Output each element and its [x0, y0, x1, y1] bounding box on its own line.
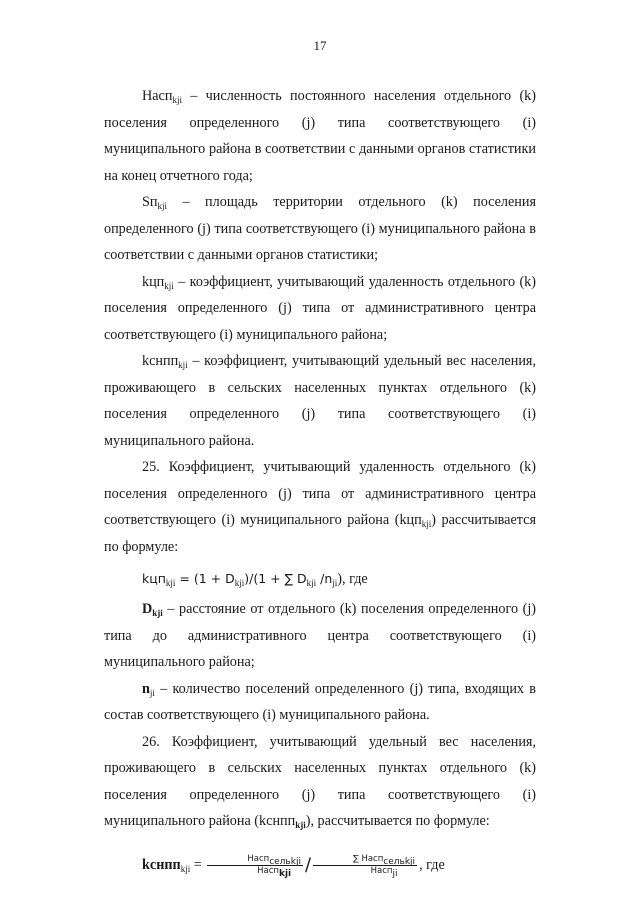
paragraph-item-26 [104, 729, 536, 835]
formula-part: )/(1 + ∑ D [244, 571, 307, 586]
denominator-text: Насп [257, 865, 279, 876]
term-subscript: kji [164, 280, 174, 291]
term-subscript: kji [152, 608, 163, 618]
fraction-rural-share [207, 854, 303, 877]
formula-tail: , где [419, 856, 445, 873]
paragraph-sp-definition [104, 189, 536, 269]
formula-subscript: kji [234, 578, 245, 588]
fraction-average-share [313, 854, 417, 877]
definition-text: – коэффициент, учитывающий удельный вес населения, проживающего в сельских населенных пунктах отдельного (k) поселения определенного (j) типа соответствующего (i) муниципального района. [104, 353, 536, 449]
definition-text: – количество поселений определенного (j) типа, входящих в состав соответствующего (i) муниципального района. [104, 680, 536, 723]
term-ksnpp: kснпп [142, 353, 179, 369]
term-kcp: kцп [142, 273, 165, 290]
term-n: n [142, 680, 150, 697]
formula-subscript: ji [332, 578, 338, 588]
formula-slash: / [304, 854, 312, 876]
term-d: D [142, 601, 153, 617]
definition-text: – расстояние от отдельного (k) поселения определенного (j) типа до административного центра соответствующего (i) муниципального района; [104, 601, 536, 670]
numerator-text: Насп [247, 853, 270, 864]
paragraph-ksnpp-definition [104, 348, 536, 454]
page-number: 17 [313, 38, 327, 53]
formula-part: /n [316, 571, 333, 586]
fraction-numerator [207, 854, 303, 866]
fraction-denominator [313, 866, 417, 877]
term-kcp: kцп [399, 512, 422, 528]
term-nasp: Насп [142, 88, 173, 104]
fraction-numerator [313, 854, 417, 866]
formula-part: ), где [337, 571, 368, 587]
term-subscript: kji [157, 201, 167, 211]
term-sp: Sп [142, 194, 158, 210]
term-subscript: kji [421, 519, 432, 529]
formula-lhs: kцп [142, 571, 166, 586]
formula-part: = (1 + D [175, 571, 235, 586]
document-body [104, 83, 536, 885]
numerator-subscript: сельkji [269, 856, 301, 867]
term-subscript: kji [178, 360, 188, 370]
formula-kcp [104, 564, 536, 594]
formula-lhs: kснпп [142, 856, 181, 873]
formula-ksnpp [104, 845, 536, 886]
paragraph-text: 25. Коэффициент, учитывающий удаленность отдельного (k) поселения определенного (j) типа от административного центра соответствующего (i) муниципального района ( [104, 459, 536, 528]
numerator-subscript: сельkji [383, 856, 416, 867]
paragraph-item-25 [104, 454, 536, 560]
paragraph-text: 26. Коэффициент, учитывающий удельный вес населения, проживающего в сельских населенных пунктах отдельного (k) поселения определенного (j) типа соответствующего (i) муниципального района ( [104, 733, 536, 829]
paragraph-nasp-definition [104, 83, 536, 189]
definition-text: – коэффициент, учитывающий удаленность отдельного (k) поселения определенного (j) типа от административного центра соответствующего (i) муниципального района; [104, 273, 536, 343]
paragraph-n-definition [104, 676, 536, 729]
paragraph-text: ), рассчитывается по формуле: [305, 813, 490, 829]
term-subscript: kji [295, 820, 306, 830]
definition-text: – площадь территории отдельного (k) поселения определенного (j) типа соответствующего (i) муниципального района в соответствии с данными органов статистики; [104, 194, 536, 263]
formula-subscript: kji [306, 578, 317, 588]
term-subscript: kji [172, 95, 182, 105]
denominator-text: Насп [370, 865, 393, 876]
term-subscript: ji [149, 687, 155, 698]
fraction-denominator [207, 866, 303, 877]
formula-subscript: kji [165, 578, 176, 588]
paragraph-text: ) рассчитывается по формуле: [104, 512, 536, 555]
denominator-subscript: ji [392, 868, 398, 879]
paragraph-kcp-definition [104, 269, 536, 349]
paragraph-d-definition [104, 596, 536, 676]
term-ksnpp: kснпп [259, 813, 296, 829]
formula-equals: = [190, 856, 206, 873]
definition-text: – численность постоянного населения отдельного (k) поселения определенного (j) типа соответствующего (i) муниципального района в соответствии с данными органов статистики на конец отчетного года; [104, 88, 536, 184]
numerator-text: ∑ Насп [353, 853, 384, 864]
formula-subscript: kji [180, 863, 191, 874]
denominator-subscript: kji [278, 868, 292, 879]
